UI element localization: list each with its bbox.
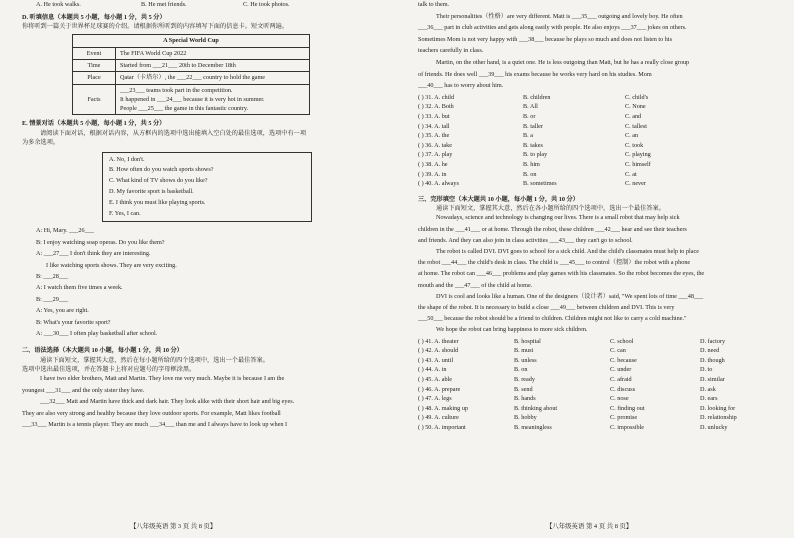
option-b: B. a [523,132,533,140]
option-a: ( ) 50. A. important [418,423,466,431]
option-d: D. need [700,347,720,355]
option-c: C. afraid [610,375,632,383]
dialogue-line: I like watching sports shows. They are very exciting. [46,261,177,269]
grammar-passage-continued [418,0,778,93]
option-c: C. impossible [610,423,645,431]
option-a: ( ) 45. A. able [418,375,453,383]
option-b: B. takes [523,141,543,149]
card-title: A Special World Cup [73,35,310,47]
option-row [418,394,778,404]
passage-line: ___50___ because the robot should be a friend to children. Children might not like to carry a cold machine." [418,315,687,323]
option-d: D. factory [700,337,726,345]
option-b: B. He met friends. [141,1,187,8]
option-row [418,375,778,385]
option-c: C. took [625,141,644,149]
page-footer: 【八年级英语 第 3 页 共 8 页】 [130,523,217,531]
option-a: ( ) 33. A. but [418,112,450,120]
option-row [418,141,778,151]
option-row [418,112,778,122]
passage-line: Nowadays, science and technology is changing our lives. There is a small robot that may help sick [436,214,680,222]
section-2-title: 二、语法选择（本大题共 10 小题，每小题 1 分，共 10 分） [22,347,183,355]
section-2-instruction: 选项中选出最佳选项，并在答题卡上将对应题号的字母框涂黑。 [22,366,196,374]
option-b: B. thinking about [514,404,558,412]
card-value: Started from ___21___ 20th to December 18th [116,59,310,71]
option-d: D. looking for [700,404,736,412]
option-a: ( ) 42. A. should [418,347,459,355]
option-row [418,413,778,423]
option-row [418,131,778,141]
option-row [418,423,778,433]
option-row [418,356,778,366]
option-a: ( ) 47. A. legs [418,395,452,403]
passage-line: talk to them. [418,1,450,8]
passage-line: We hope the robot can bring happiness to more sick children. [436,326,588,334]
option-a: ( ) 39. A. in [418,170,447,178]
section-d-instruction: 你将听到一篇关于世界杯足球赛的介绍。请根据你所听到的内容填写下面的信息卡。短文听两遍。 [22,22,289,30]
dialogue [22,226,390,340]
card-key: Event [73,47,116,59]
option-d: D. relationship [700,414,737,422]
option-c: C. None [625,103,646,111]
option-b: B. unless [514,356,537,364]
option-a: A. He took walks. [36,1,81,8]
option-row [418,404,778,414]
dialogue-line: B: ___28___ [36,272,69,280]
option-c: C. tallest [625,122,647,130]
section-2-instruction: 通读下面短文，掌握其大意，然后在每小题所给的四个选项中，选出一个最佳答案。 [40,356,269,364]
option-d: D. though [700,356,725,364]
option-c: C. and [625,112,642,120]
option-b: B. or [523,112,536,120]
option-row [418,337,778,347]
dialogue-line: A: ___27___ I don't think they are interesting. [36,250,151,258]
option-a: ( ) 48. A. making up [418,404,469,412]
option-d: D. ask [700,385,716,393]
option-c: C. child's [625,93,649,101]
option-c: C. discuss [610,385,636,393]
left-page [22,0,390,538]
option-c: C. himself [625,160,651,168]
option-a: ( ) 41. A. theater [418,337,459,345]
passage-line: and friends. And they can also join in class activities ___43___ they can't go to school. [418,236,633,244]
option-d: D. similar [700,375,725,383]
dialogue-line: B: I enjoy watching soap operas. Do you like them? [36,238,165,246]
passage-line: teachers carefully in class. [418,47,484,55]
option-a: ( ) 49. A. culture [418,414,459,422]
card-key: Time [73,59,116,71]
option-b: B. to play [523,151,548,159]
passage-line: Sometimes Mom is not very happy with ___38___ because he plays so much and does not listen to his [418,35,673,43]
card-key: Facts [73,84,116,115]
choice-item: E. I think you must like playing sports. [109,198,206,206]
dialogue-line: B: ___29___ [36,295,69,303]
card-value: The FIFA World Cup 2022 [116,47,310,59]
option-row [418,93,778,103]
info-card [72,34,310,115]
option-d: D. to [700,366,713,374]
passage-line: ___40___ has to worry about him. [418,82,504,90]
option-b: B. meaningless [514,423,552,431]
option-c: C. nose [610,395,629,403]
section-e-title: E. 情景对话（本题共 5 小题，每小题 1 分，共 5 分） [22,120,166,128]
option-c: C. school [610,337,634,345]
passage-line: DVI is cool and looks like a human. One of the designers（设计者）said, "We spent lots of time ___48___ [436,292,704,300]
section-3-instruction: 通读下面短文，掌握其大意，然后在各小题所给的四个选项中，选出一个最佳答案。 [436,205,665,213]
dialogue-line: A: I watch them five times a week. [36,284,123,292]
passage-line: mouth and the ___47___ of the child at home. [418,281,533,289]
passage-line: They are also very strong and healthy because they love outdoor sports. For example, Matt likes football [22,409,281,417]
option-row [418,170,778,180]
option-c: C. playing [625,151,651,159]
option-b: B. sometimes [523,180,557,188]
choice-item: C. What kind of TV shows do you like? [109,177,208,185]
option-c: C. at [625,170,637,178]
section-d-title: D. 听填信息（本题共 5 小题，每小题 1 分，共 5 分） [22,13,166,21]
option-a: ( ) 34. A. tall [418,122,450,130]
dialogue-line: A: Yes, you are right. [36,307,89,315]
card-value [116,84,310,115]
option-b: B. on [523,170,537,178]
option-c: C. never [625,180,646,188]
option-b: B. All [523,103,538,111]
passage-line: of friends. He does well ___39___ his exams because he works very hard on his studies. Mom [418,70,652,78]
option-a: ( ) 32. A. Both [418,103,454,111]
option-a: ( ) 43. A. until [418,356,454,364]
choice-item: B. How often do you watch sports shows? [109,166,214,174]
option-row [418,346,778,356]
card-key: Place [73,72,116,84]
option-c: C. an [625,132,639,140]
option-c: C. can [610,347,626,355]
fact-line: It happened in ___24___ because it is very hot in summer. [120,95,265,103]
option-d: D. unlucky [700,423,728,431]
option-a: ( ) 31. A. child [418,93,455,101]
option-row [418,160,778,170]
option-c: C. He took photos. [243,1,290,8]
option-b: B. hobby [514,414,537,422]
option-c: C. under [610,366,632,374]
right-page [418,0,778,538]
option-row [418,102,778,112]
dialogue-line: A: ___30___ I often play basketball after school. [36,329,158,337]
section-3-title: 三、完形填空（本大题共 10 小题，每小题 1 分，共 10 分） [418,195,579,203]
option-a: ( ) 37. A. play [418,151,453,159]
option-d: D. ears [700,395,718,403]
option-c: C. finding out [610,404,645,412]
passage-line: ___33___ Martin is a tennis player. They are much ___34___ than me and I always have to look up when I [22,421,288,429]
option-row [418,122,778,132]
fact-line: People ___25___ the game in this fantastic country. [120,105,249,113]
choice-box [102,152,312,223]
choice-item: D. My favorite sport is basketball. [109,188,194,196]
option-c: C. promise [610,414,638,422]
cloze-passage [418,213,778,336]
option-row [418,150,778,160]
option-row [418,365,778,375]
option-a: ( ) 46. A. prepare [418,385,461,393]
option-b: B. hospital [514,337,541,345]
option-b: B. must [514,347,534,355]
grammar-passage [22,374,390,431]
option-a: ( ) 36. A. take [418,141,453,149]
passage-line: Martin, on the other hand, is a quiet one. He is less outgoing than Matt, but he has a really close group [436,58,690,66]
option-a: ( ) 44. A. in [418,366,447,374]
choice-item: A. No, I don't. [109,155,145,163]
dialogue-line: B: What's your favorite sport? [36,318,111,326]
option-b: B. on [514,366,528,374]
option-b: B. him [523,160,540,168]
option-row [418,385,778,395]
passage-line: I have two elder brothers, Matt and Martin. They love me very much. Maybe it is because I am the [40,375,285,383]
passage-line: at home. The robot can ___46___ problems and play games with his classmates. So the robot becomes the eyes, the [418,270,705,278]
option-b: B. ready [514,375,535,383]
passage-line: children in the ___41___ or at home. Through the robot, these children ___42___ hear and see their teachers [418,225,687,233]
passage-line: Their personalities（性格）are very different. Matt is ___35___ outgoing and lovely boy. He often [436,12,683,20]
passage-line: ___32___ Matt and Martin have thick and dark hair. They look alike with their short hair and big eyes. [40,398,295,406]
section-e-instruction: 为多余选项。 [22,139,60,147]
passage-line: the robot ___44___ the child's desk in class. The child is ___45___ to control（控制）the robot with a phone [418,259,691,267]
option-a: ( ) 40. A. always [418,180,459,188]
option-c: C. because [610,356,637,364]
passage-line: youngest ___31___ and the only sister they have. [22,386,145,394]
option-row [418,179,778,189]
option-b: B. send [514,385,533,393]
card-value: Qatar（卡塔尔）, the ___22___ country to hold the game [116,72,310,84]
passage-line: ___36___ part in club activities and gets along easily with people. He also enjoys ___37___ jokes on others. [418,24,687,32]
option-b: B. hands [514,395,536,403]
dialogue-line: A: Hi, Mary. ___26___ [36,227,94,235]
grammar-options [418,93,778,189]
q20-options [22,0,390,10]
choice-item: F. Yes, I can. [109,209,141,217]
option-b: B. children [523,93,551,101]
cloze-options [418,337,778,433]
passage-line: The robot is called DVI. DVI goes to school for a sick child. And the child's classmates must help to place [436,248,699,256]
option-b: B. taller [523,122,543,130]
option-a: ( ) 35. A. the [418,132,450,140]
passage-line: the shape of the robot. It is necessary to build a close ___49___ between children and DVI. This is very [418,303,675,311]
page-footer: 【八年级英语 第 4 页 共 8 页】 [546,523,633,531]
option-a: ( ) 38. A. he [418,160,448,168]
section-e-instruction: 请阅读下面对话，根据对话内容，从方框内的选项中选出能填入空白处的最佳选项，选项中有一项 [40,129,307,137]
fact-line: ___23___ teams took part in the competition. [120,86,233,94]
